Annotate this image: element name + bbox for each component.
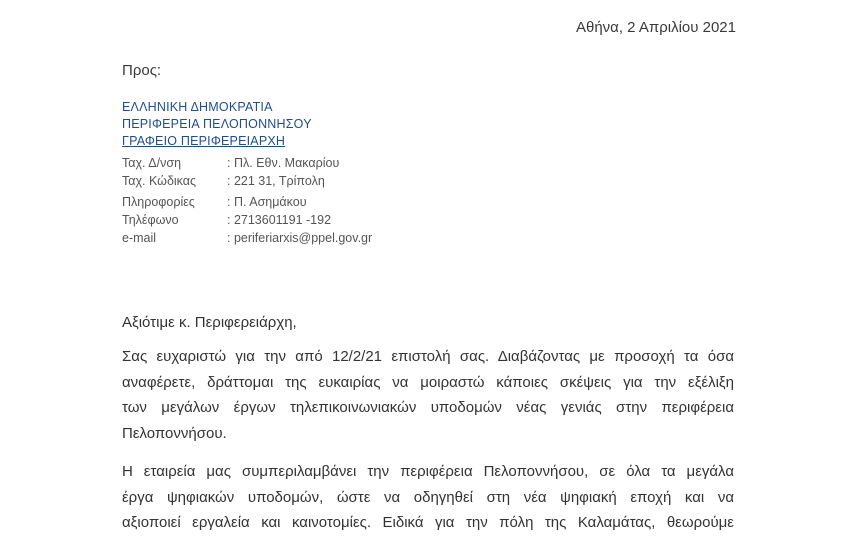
detail-key: e-mail [122,231,157,245]
paragraph-line: αναφέρετε, δράττομαι της ευκαιρίας να μοιραστώ κάποιες σκέψεις για την εξέλιξη [122,373,734,391]
body-paragraph-2 [122,459,734,536]
paragraph-line: των μεγάλων έργων τηλεπικοινωνιακών υποδομών νέας γενιάς στην περιφέρεια [122,399,734,416]
paragraph-line: Σας ευχαριστώ για την από 12/2/21 επιστολή σας. Διαβάζοντας με προσοχή τα όσα [122,348,734,365]
recipient-line-3: ΓΡΑΦΕΙΟ ΠΕΡΙΦΕΡΕΙΑΡΧΗ [122,134,286,148]
detail-value: : 2713601191 -192 [227,213,332,227]
detail-row-email [122,229,372,247]
salutation: Αξιότιμε κ. Περιφερειάρχη, [122,314,297,331]
recipient-line-2: ΠΕΡΙΦΕΡΕΙΑ ΠΕΛΟΠΟΝΝΗΣΟΥ [122,117,312,131]
detail-row-info [122,193,372,211]
paragraph-line: αξιοποιεί εργαλεία και καινοτομίες. Ειδικά για την πόλη της Καλαμάτας, θεωρούμε [122,514,734,531]
detail-value: : 221 31, Τρίπολη [227,174,325,188]
detail-value: : Πλ. Εθν. Μακαρίου [227,156,340,170]
detail-row-address [122,154,372,172]
detail-key: Τηλέφωνο [122,213,179,227]
detail-value: : Π. Ασημάκου [227,195,307,209]
paragraph-line: Η εταιρεία μας συμπεριλαμβάνει την περιφέρεια Πελοποννήσου, σε όλα τα μεγάλα [122,463,734,480]
detail-value: : periferiarxis@ppel.gov.gr [227,231,373,245]
detail-key: Ταχ. Κώδικας [122,174,197,188]
detail-row-phone [122,211,372,229]
recipient-line-1: ΕΛΛΗΝΙΚΗ ΔΗΜΟΚΡΑΤΙΑ [122,100,273,114]
detail-row-postcode [122,172,372,190]
to-label: Προς: [122,62,162,79]
body-paragraph-1 [122,344,734,446]
recipient-block [122,99,312,150]
detail-key: Ταχ. Δ/νση [122,156,182,170]
detail-key: Πληροφορίες [122,195,195,209]
paragraph-line: έργα ψηφιακών υποδομών, ώστε να οδηγηθεί στη νέα ψηφιακή εποχή και να [122,488,734,506]
letter-date: Αθήνα, 2 Απριλίου 2021 [575,19,736,36]
paragraph-line: Πελοποννήσου. [122,424,227,442]
contact-details [122,154,372,247]
